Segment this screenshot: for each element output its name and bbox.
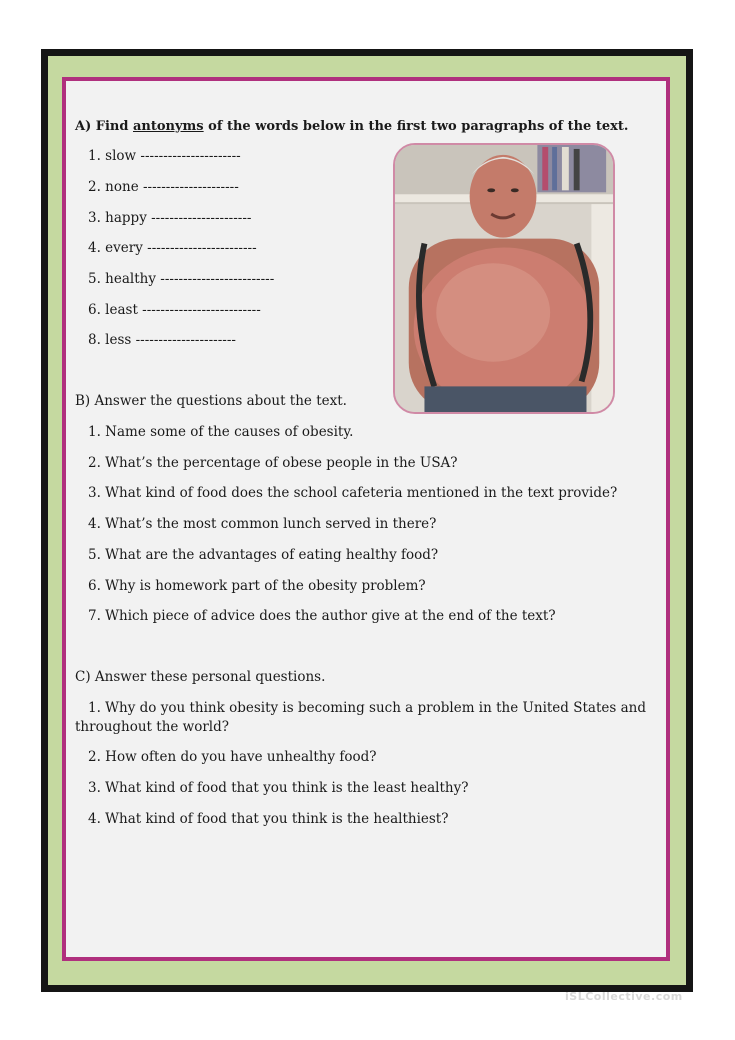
- section-a-heading: A) Find antonyms of the words below in the first two paragraphs of the text.: [75, 119, 629, 134]
- antonym-item: 1. slow ----------------------: [88, 148, 241, 164]
- question-item: 1. Name some of the causes of obesity.: [88, 424, 354, 440]
- personal-question: 2. How often do you have unhealthy food?: [88, 749, 377, 765]
- question-item: 3. What kind of food does the school cafeteria mentioned in the text provide?: [88, 485, 618, 501]
- personal-question-line: 1. Why do you think obesity is becoming such a problem in the United States and: [88, 700, 646, 716]
- question-item: 2. What’s the percentage of obese people in the USA?: [88, 455, 458, 471]
- question-item: 6. Why is homework part of the obesity problem?: [88, 578, 426, 594]
- personal-question: 4. What kind of food that you think is the healthiest?: [88, 811, 449, 827]
- antonym-item: 6. least --------------------------: [88, 302, 261, 318]
- antonym-item: 3. happy ----------------------: [88, 210, 252, 226]
- question-item: 5. What are the advantages of eating healthy food?: [88, 547, 439, 563]
- section-b-heading: B) Answer the questions about the text.: [75, 393, 347, 409]
- personal-question-line: throughout the world?: [75, 719, 230, 735]
- antonym-item: 2. none ---------------------: [88, 179, 239, 195]
- obese-man-photo: [393, 143, 615, 414]
- antonym-item: 4. every ------------------------: [88, 240, 257, 256]
- antonym-item: 8. less ----------------------: [88, 332, 236, 348]
- antonyms-keyword: antonyms: [133, 119, 204, 134]
- personal-question: 3. What kind of food that you think is the least healthy?: [88, 780, 469, 796]
- question-item: 4. What’s the most common lunch served in there?: [88, 516, 437, 532]
- antonym-item: 5. healthy -------------------------: [88, 271, 275, 287]
- watermark: iSLCollective.com: [565, 990, 683, 1003]
- question-item: 7. Which piece of advice does the author give at the end of the text?: [88, 608, 556, 624]
- section-c-heading: C) Answer these personal questions.: [75, 669, 326, 685]
